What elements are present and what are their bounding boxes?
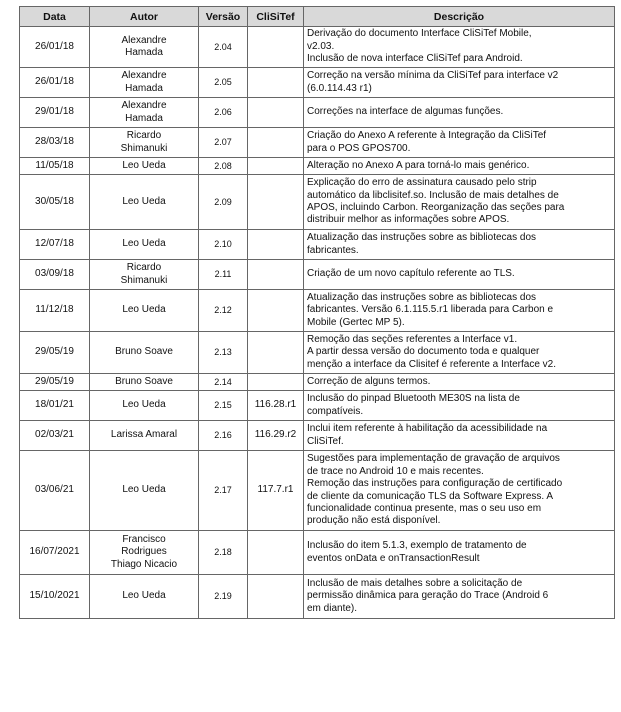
column-header-author: Autor bbox=[90, 7, 199, 27]
author-cell-line: Larissa Amaral bbox=[110, 429, 178, 441]
author-cell bbox=[90, 68, 199, 98]
clisitef-cell: 117.7.r1 bbox=[248, 451, 304, 531]
author-cell bbox=[90, 451, 199, 531]
description-cell-line: Inclusão de nova interface CliSiTef para Android. bbox=[307, 53, 523, 65]
table-row bbox=[20, 68, 615, 98]
author-cell-line: Leo Ueda bbox=[122, 590, 166, 602]
description-cell bbox=[304, 391, 615, 421]
author-cell-line: Leo Ueda bbox=[122, 399, 166, 411]
date-cell: 30/05/18 bbox=[20, 175, 90, 230]
author-cell-line: Alexandre bbox=[121, 70, 167, 82]
clisitef-cell: 116.29.r2 bbox=[248, 421, 304, 451]
date-cell: 18/01/21 bbox=[20, 391, 90, 421]
table-header-row bbox=[20, 7, 615, 27]
description-cell-line: menção a interface da Clisitef é referente a Interface v2. bbox=[307, 358, 557, 370]
column-header-date: Data bbox=[20, 7, 90, 27]
date-cell: 12/07/18 bbox=[20, 230, 90, 260]
description-cell-line: Correção de alguns termos. bbox=[307, 375, 431, 387]
clisitef-cell bbox=[248, 27, 304, 68]
author-cell bbox=[90, 575, 199, 619]
description-cell bbox=[304, 128, 615, 158]
description-cell-line: Inclusão de mais detalhes sobre a solicitação de bbox=[307, 577, 523, 589]
description-cell bbox=[304, 332, 615, 374]
version-cell: 2.10 bbox=[199, 230, 248, 260]
table-row bbox=[20, 158, 615, 175]
version-cell: 2.17 bbox=[199, 451, 248, 531]
description-cell-line: automático da libclisitef.so. Inclusão de mais detalhes de bbox=[307, 189, 559, 201]
author-cell bbox=[90, 27, 199, 68]
description-cell-line: Inclusão do item 5.1.3, exemplo de tratamento de bbox=[307, 540, 527, 552]
description-cell-line: eventos onData e onTransactionResult bbox=[307, 552, 480, 564]
description-cell-line: Inclusão do pinpad Bluetooth ME30S na lista de bbox=[307, 393, 520, 405]
author-cell bbox=[90, 175, 199, 230]
author-cell-line: Hamada bbox=[125, 82, 163, 94]
author-cell bbox=[90, 421, 199, 451]
version-cell: 2.08 bbox=[199, 158, 248, 175]
description-cell bbox=[304, 290, 615, 332]
author-cell bbox=[90, 332, 199, 374]
version-cell: 2.07 bbox=[199, 128, 248, 158]
description-cell bbox=[304, 27, 615, 68]
author-cell bbox=[90, 158, 199, 175]
clisitef-cell bbox=[248, 230, 304, 260]
author-cell-line: Rodrigues bbox=[121, 546, 167, 558]
description-cell-line: Remoção das seções referentes a Interface v1. bbox=[307, 333, 518, 345]
description-cell bbox=[304, 531, 615, 575]
description-cell-line: Correções na interface de algumas funções. bbox=[307, 106, 504, 118]
description-cell-line: (6.0.114.43 r1) bbox=[307, 82, 372, 94]
date-cell: 26/01/18 bbox=[20, 68, 90, 98]
description-cell-line: Explicação do erro de assinatura causado pelo strip bbox=[307, 177, 537, 189]
date-cell: 03/09/18 bbox=[20, 260, 90, 290]
date-cell: 26/01/18 bbox=[20, 27, 90, 68]
description-cell-line: Mobile (Gertec MP 5). bbox=[307, 316, 405, 328]
description-cell-line: CliSiTef. bbox=[307, 435, 344, 447]
author-cell bbox=[90, 230, 199, 260]
description-cell-line: fabricantes. bbox=[307, 244, 359, 256]
description-cell-line: Derivação do documento Interface CliSiTef Mobile, bbox=[307, 28, 532, 40]
version-cell: 2.12 bbox=[199, 290, 248, 332]
description-cell-line: para o POS GPOS700. bbox=[307, 142, 411, 154]
description-cell-line: permissão dinâmica para geração do Trace (Android 6 bbox=[307, 590, 549, 602]
description-cell-line: distribuir melhor as informações sobre APOS. bbox=[307, 214, 510, 226]
table-row bbox=[20, 260, 615, 290]
version-cell: 2.05 bbox=[199, 68, 248, 98]
clisitef-cell bbox=[248, 128, 304, 158]
description-cell-line: de trace no Android 10 e mais recentes. bbox=[307, 465, 484, 477]
version-cell: 2.19 bbox=[199, 575, 248, 619]
author-cell bbox=[90, 531, 199, 575]
table-row bbox=[20, 332, 615, 374]
description-cell bbox=[304, 68, 615, 98]
author-cell-line: Bruno Soave bbox=[115, 346, 173, 358]
description-cell bbox=[304, 230, 615, 260]
author-cell-line: Ricardo bbox=[126, 262, 162, 274]
author-cell-line: Shimanuki bbox=[120, 142, 168, 154]
description-cell-line: Atualização das instruções sobre as bibliotecas dos bbox=[307, 291, 537, 303]
date-cell: 02/03/21 bbox=[20, 421, 90, 451]
description-cell bbox=[304, 374, 615, 391]
clisitef-cell bbox=[248, 575, 304, 619]
date-cell: 29/05/19 bbox=[20, 374, 90, 391]
clisitef-cell bbox=[248, 158, 304, 175]
version-cell: 2.11 bbox=[199, 260, 248, 290]
table-row bbox=[20, 374, 615, 391]
clisitef-cell bbox=[248, 175, 304, 230]
description-cell bbox=[304, 575, 615, 619]
clisitef-cell bbox=[248, 531, 304, 575]
clisitef-cell bbox=[248, 98, 304, 128]
version-cell: 2.13 bbox=[199, 332, 248, 374]
version-cell: 2.04 bbox=[199, 27, 248, 68]
author-cell bbox=[90, 98, 199, 128]
column-header-clisitef: CliSiTef bbox=[248, 7, 304, 27]
description-cell-line: v2.03. bbox=[307, 40, 335, 52]
author-cell-line: Leo Ueda bbox=[122, 195, 166, 207]
description-cell-line: Sugestões para implementação de gravação de arquivos bbox=[307, 453, 560, 465]
description-cell-line: Alteração no Anexo A para torná-lo mais genérico. bbox=[307, 159, 530, 171]
author-cell-line: Leo Ueda bbox=[122, 238, 166, 250]
author-cell bbox=[90, 391, 199, 421]
author-cell-line: Leo Ueda bbox=[122, 484, 166, 496]
author-cell-line: Hamada bbox=[125, 47, 163, 58]
description-cell-line: Atualização das instruções sobre as bibliotecas dos bbox=[307, 232, 537, 244]
author-cell-line: Bruno Soave bbox=[115, 375, 173, 387]
date-cell: 11/05/18 bbox=[20, 158, 90, 175]
version-cell: 2.15 bbox=[199, 391, 248, 421]
clisitef-cell bbox=[248, 290, 304, 332]
table-row bbox=[20, 451, 615, 531]
date-cell: 28/03/18 bbox=[20, 128, 90, 158]
table-row bbox=[20, 531, 615, 575]
table-row bbox=[20, 98, 615, 128]
author-cell bbox=[90, 260, 199, 290]
description-cell-line: funcionalidade continua presente, mas o seu uso em bbox=[307, 502, 542, 514]
date-cell: 29/01/18 bbox=[20, 98, 90, 128]
table-row bbox=[20, 230, 615, 260]
version-cell: 2.14 bbox=[199, 374, 248, 391]
description-cell-line: Inclui item referente à habilitação da acessibilidade na bbox=[307, 423, 548, 435]
description-cell bbox=[304, 421, 615, 451]
author-cell-line: Leo Ueda bbox=[122, 159, 166, 171]
date-cell: 29/05/19 bbox=[20, 332, 90, 374]
description-cell bbox=[304, 451, 615, 531]
date-cell: 03/06/21 bbox=[20, 451, 90, 531]
table-row bbox=[20, 421, 615, 451]
table-row bbox=[20, 575, 615, 619]
table-row bbox=[20, 128, 615, 158]
description-cell bbox=[304, 260, 615, 290]
description-cell-line: Remoção das instruções para configuração de certificado bbox=[307, 478, 563, 490]
author-cell-line: Leo Ueda bbox=[122, 304, 166, 316]
description-cell-line: Correção na versão mínima da CliSiTef para interface v2 bbox=[307, 70, 559, 82]
description-cell bbox=[304, 98, 615, 128]
version-cell: 2.06 bbox=[199, 98, 248, 128]
column-header-description: Descrição bbox=[304, 7, 615, 27]
description-cell-line: Criação de um novo capítulo referente ao TLS. bbox=[307, 268, 515, 280]
author-cell-line: Alexandre bbox=[121, 34, 167, 46]
author-cell-line: Thiago Nicacio bbox=[110, 558, 178, 570]
description-cell-line: A partir dessa versão do documento toda e qualquer bbox=[307, 346, 540, 358]
table-row bbox=[20, 27, 615, 68]
table-row bbox=[20, 290, 615, 332]
version-cell: 2.09 bbox=[199, 175, 248, 230]
column-header-version: Versão bbox=[199, 7, 248, 27]
author-cell-line: Shimanuki bbox=[120, 274, 168, 286]
description-cell-line: em diante). bbox=[307, 602, 358, 614]
description-cell-line: fabricantes. Versão 6.1.115.5.r1 liberada para Carbon e bbox=[307, 304, 554, 316]
clisitef-cell bbox=[248, 332, 304, 374]
author-cell bbox=[90, 290, 199, 332]
revision-history bbox=[19, 6, 614, 619]
author-cell bbox=[90, 374, 199, 391]
table-row bbox=[20, 391, 615, 421]
table-row bbox=[20, 175, 615, 230]
date-cell: 15/10/2021 bbox=[20, 575, 90, 619]
description-cell-line: APOS, incluindo Carbon. Reorganização das seções para bbox=[307, 202, 565, 213]
revision-history-table bbox=[19, 6, 615, 619]
date-cell: 11/12/18 bbox=[20, 290, 90, 332]
clisitef-cell: 116.28.r1 bbox=[248, 391, 304, 421]
author-cell-line: Alexandre bbox=[121, 100, 167, 112]
author-cell-line: Hamada bbox=[125, 112, 163, 124]
author-cell bbox=[90, 128, 199, 158]
description-cell bbox=[304, 175, 615, 230]
author-cell-line: Ricardo bbox=[126, 130, 162, 142]
date-cell: 16/07/2021 bbox=[20, 531, 90, 575]
author-cell-line: Francisco bbox=[122, 533, 166, 545]
clisitef-cell bbox=[248, 260, 304, 290]
version-cell: 2.16 bbox=[199, 421, 248, 451]
description-cell-line: compatíveis. bbox=[307, 405, 364, 417]
clisitef-cell bbox=[248, 68, 304, 98]
table-body bbox=[20, 27, 615, 619]
version-cell: 2.18 bbox=[199, 531, 248, 575]
description-cell bbox=[304, 158, 615, 175]
description-cell-line: produção não está disponível. bbox=[307, 515, 441, 527]
description-cell-line: de cliente da comunicação TLS da Software Express. A bbox=[307, 490, 554, 502]
clisitef-cell bbox=[248, 374, 304, 391]
description-cell-line: Criação do Anexo A referente à Integração da CliSiTef bbox=[307, 130, 547, 142]
